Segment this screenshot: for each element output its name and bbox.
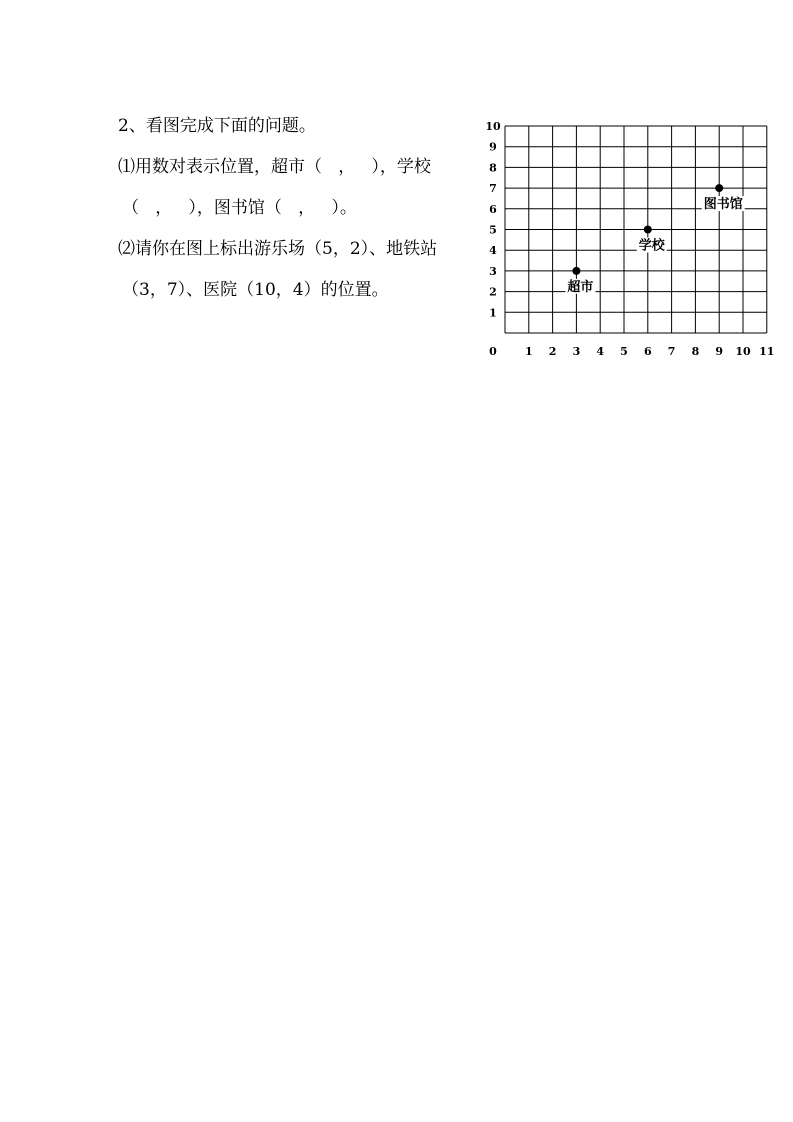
question-part1-line2: （ ， ），图书馆（ ， ）。 (122, 198, 357, 218)
x-tick-label: 4 (596, 345, 605, 358)
point-marker (572, 267, 580, 275)
point-marker (715, 184, 723, 192)
question-part1-line1: ⑴用数对表示位置，超市（ ， ），学校 (118, 157, 431, 177)
x-tick-label: 7 (667, 345, 676, 358)
y-tick-label: 3 (489, 264, 497, 278)
point-label: 学校 (638, 238, 665, 254)
x-tick-label: 3 (572, 345, 581, 358)
y-tick-label: 8 (489, 161, 497, 175)
x-tick-label: 10 (735, 345, 751, 358)
y-tick-label: 9 (489, 140, 497, 154)
point-label: 图书馆 (703, 197, 743, 213)
grid-lines (505, 126, 767, 333)
y-tick-label: 1 (489, 306, 497, 320)
x-tick-label: 5 (620, 345, 628, 358)
coordinate-grid-figure (480, 118, 780, 368)
x-tick-label: 8 (691, 345, 700, 358)
x-tick-label: 11 (759, 345, 775, 358)
y-axis-ticks (485, 120, 501, 319)
plotted-points (565, 184, 744, 295)
y-tick-label: 4 (489, 244, 497, 258)
y-tick-label: 6 (489, 202, 497, 216)
point-marker (644, 226, 652, 234)
x-tick-label: 9 (715, 345, 724, 358)
x-tick-label: 0 (489, 345, 497, 358)
y-tick-label: 10 (485, 120, 501, 133)
question-text (118, 106, 468, 311)
y-tick-label: 5 (489, 223, 497, 237)
point-label: 超市 (567, 279, 594, 295)
question-part2-line1: ⑵请你在图上标出游乐场（5，2）、地铁站 (118, 239, 438, 259)
question-title: 2、看图完成下面的问题。 (118, 116, 316, 136)
x-tick-label: 1 (524, 345, 533, 358)
question-part2-line2: （3，7）、医院（10，4）的位置。 (122, 280, 389, 300)
x-tick-label: 2 (548, 345, 557, 358)
x-tick-label: 6 (643, 345, 652, 358)
x-axis-ticks (489, 345, 774, 358)
y-tick-label: 2 (489, 285, 497, 299)
y-tick-label: 7 (489, 182, 497, 196)
